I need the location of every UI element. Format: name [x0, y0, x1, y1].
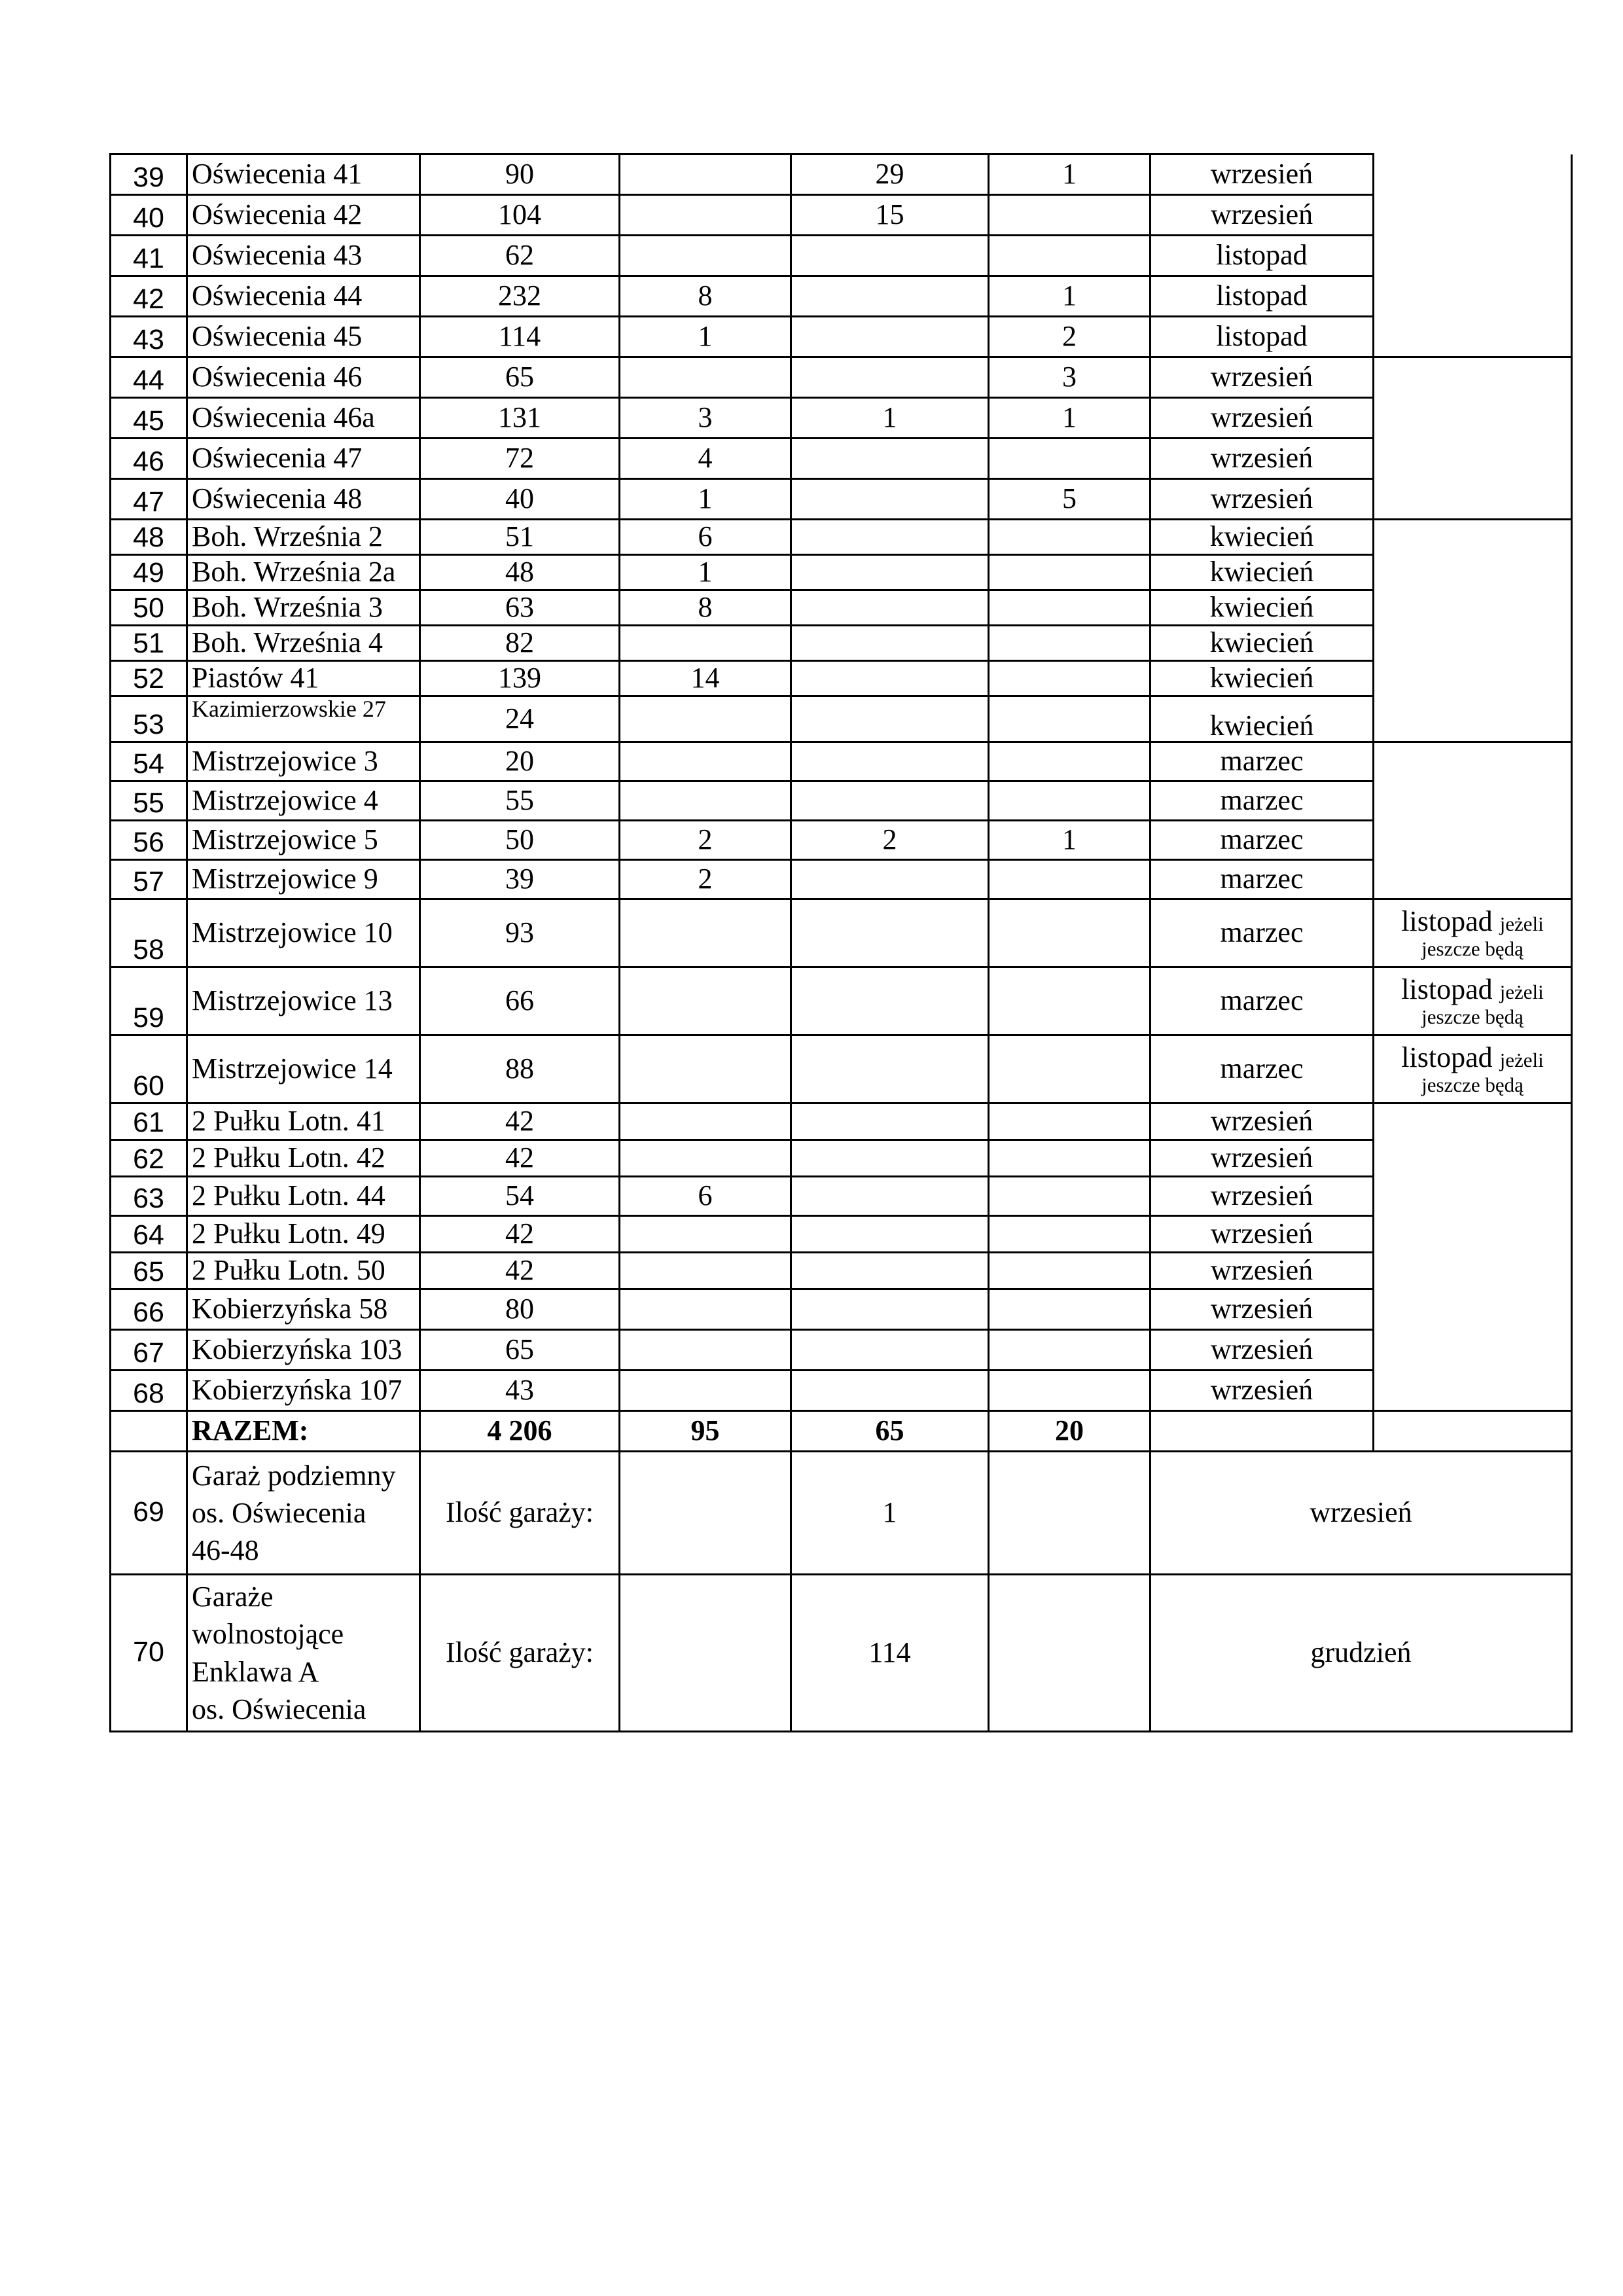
month-cell: wrzesień	[1150, 1216, 1374, 1253]
value-d: 1	[989, 276, 1150, 317]
value-b	[620, 967, 791, 1035]
value-b	[620, 899, 791, 967]
value-a: 88	[420, 1035, 620, 1103]
building-name: Mistrzejowice 10	[187, 899, 420, 967]
value-c	[791, 967, 989, 1035]
value-d	[989, 1330, 1150, 1371]
empty-group-cell	[1374, 154, 1572, 357]
month-cell: listopad	[1150, 236, 1374, 276]
building-name: Oświecenia 44	[187, 276, 420, 317]
value-d	[989, 590, 1150, 626]
building-name: Oświecenia 42	[187, 195, 420, 236]
table-row	[111, 1035, 1572, 1103]
value-a: 48	[420, 555, 620, 590]
building-name: Boh. Września 2a	[187, 555, 420, 590]
row-number: 64	[111, 1216, 187, 1253]
value-a: 80	[420, 1289, 620, 1330]
month-cell: kwiecień	[1150, 626, 1374, 661]
table-row	[111, 590, 1572, 626]
table-row	[111, 555, 1572, 590]
value-b	[620, 1035, 791, 1103]
month-cell: wrzesień	[1150, 439, 1374, 479]
row-number: 50	[111, 590, 187, 626]
value-d	[989, 626, 1150, 661]
note-main: listopad	[1401, 905, 1493, 938]
month-cell: marzec	[1150, 821, 1374, 860]
value-d	[989, 967, 1150, 1035]
value-a: 20	[420, 742, 620, 781]
month-cell: wrzesień	[1150, 195, 1374, 236]
month-cell: kwiecień	[1150, 555, 1374, 590]
note-cell	[1374, 899, 1572, 967]
value-b	[620, 154, 791, 195]
total-blank	[111, 1411, 187, 1452]
table-row	[111, 479, 1572, 520]
value-a: 93	[420, 899, 620, 967]
value-c	[791, 899, 989, 967]
value-b: 14	[620, 661, 791, 696]
building-name: Kobierzyńska 58	[187, 1289, 420, 1330]
value-d	[989, 742, 1150, 781]
value-c	[791, 696, 989, 742]
month-cell: listopad	[1150, 317, 1374, 357]
building-name: Piastów 41	[187, 661, 420, 696]
row-number: 43	[111, 317, 187, 357]
value-d	[989, 1103, 1150, 1140]
month-cell: wrzesień	[1150, 1371, 1374, 1411]
row-number: 61	[111, 1103, 187, 1140]
month-cell: wrzesień	[1150, 154, 1374, 195]
value-d: 5	[989, 479, 1150, 520]
total-row	[111, 1411, 1572, 1452]
month-cell: wrzesień	[1150, 1177, 1374, 1216]
value-b: 4	[620, 439, 791, 479]
value-c	[791, 1330, 989, 1371]
table-row	[111, 398, 1572, 439]
value-a: 62	[420, 236, 620, 276]
value-b	[620, 626, 791, 661]
value-c	[791, 236, 989, 276]
month-cell: kwiecień	[1150, 590, 1374, 626]
garage-month: wrzesień	[1150, 1452, 1572, 1575]
note-main: listopad	[1401, 973, 1493, 1006]
month-cell: wrzesień	[1150, 1330, 1374, 1371]
value-d	[989, 781, 1150, 821]
value-c	[791, 742, 989, 781]
row-number: 62	[111, 1140, 187, 1177]
row-number: 52	[111, 661, 187, 696]
value-d	[989, 696, 1150, 742]
table-row	[111, 661, 1572, 696]
building-name: Kobierzyńska 103	[187, 1330, 420, 1371]
value-c: 2	[791, 821, 989, 860]
garage-name-line: wolnostojące	[192, 1618, 344, 1651]
empty-group-cell	[1374, 742, 1572, 899]
value-d	[989, 520, 1150, 555]
table-row	[111, 781, 1572, 821]
value-b	[620, 236, 791, 276]
building-name: Mistrzejowice 5	[187, 821, 420, 860]
value-a: 40	[420, 479, 620, 520]
month-cell: marzec	[1150, 1035, 1374, 1103]
value-a: 90	[420, 154, 620, 195]
value-c	[791, 276, 989, 317]
value-c: 15	[791, 195, 989, 236]
row-number: 69	[111, 1452, 187, 1575]
value-c: 29	[791, 154, 989, 195]
building-name: Boh. Września 4	[187, 626, 420, 661]
table-row	[111, 626, 1572, 661]
table-row	[111, 860, 1572, 899]
value-b	[620, 1103, 791, 1140]
note-main: listopad	[1401, 1041, 1493, 1074]
month-cell: kwiecień	[1150, 696, 1374, 742]
building-name: Mistrzejowice 3	[187, 742, 420, 781]
value-c	[791, 1140, 989, 1177]
month-cell: kwiecień	[1150, 520, 1374, 555]
value-a: 66	[420, 967, 620, 1035]
month-cell: wrzesień	[1150, 1103, 1374, 1140]
empty-group-cell	[1374, 520, 1572, 742]
month-cell: marzec	[1150, 967, 1374, 1035]
month-cell: wrzesień	[1150, 1140, 1374, 1177]
note-continuation: jeszcze będą	[1421, 937, 1524, 960]
value-d	[989, 439, 1150, 479]
value-b	[620, 357, 791, 398]
garage-name-line: Enklawa A	[192, 1655, 319, 1688]
value-b: 2	[620, 821, 791, 860]
value-d: 2	[989, 317, 1150, 357]
value-c	[791, 520, 989, 555]
building-name: 2 Pułku Lotn. 44	[187, 1177, 420, 1216]
value-c	[791, 1216, 989, 1253]
table-row	[111, 1289, 1572, 1330]
table-row	[111, 1140, 1572, 1177]
value-a: 65	[420, 357, 620, 398]
garage-count: 114	[791, 1575, 989, 1732]
month-cell: wrzesień	[1150, 357, 1374, 398]
garage-name-line: os. Oświecenia	[192, 1693, 366, 1725]
value-a: 50	[420, 821, 620, 860]
table-row	[111, 967, 1572, 1035]
value-a: 42	[420, 1216, 620, 1253]
row-number: 39	[111, 154, 187, 195]
table-row	[111, 1103, 1572, 1140]
table-row	[111, 439, 1572, 479]
value-b	[620, 696, 791, 742]
value-d	[989, 1177, 1150, 1216]
garage-name	[187, 1575, 420, 1732]
total-c: 65	[791, 1411, 989, 1452]
month-cell: wrzesień	[1150, 398, 1374, 439]
value-d	[989, 1371, 1150, 1411]
row-number: 57	[111, 860, 187, 899]
value-b	[620, 1330, 791, 1371]
empty-cell	[989, 1452, 1150, 1575]
garage-count-label: Ilość garaży:	[420, 1452, 620, 1575]
empty-group-cell	[1374, 357, 1572, 520]
row-number: 59	[111, 967, 187, 1035]
value-c	[791, 661, 989, 696]
building-name: Oświecenia 46	[187, 357, 420, 398]
table-body	[111, 154, 1572, 1732]
row-number: 49	[111, 555, 187, 590]
value-d	[989, 661, 1150, 696]
value-d	[989, 1140, 1150, 1177]
document-page	[109, 153, 1573, 1732]
table-row	[111, 742, 1572, 781]
value-b: 8	[620, 590, 791, 626]
row-number: 51	[111, 626, 187, 661]
row-number: 55	[111, 781, 187, 821]
table-row	[111, 154, 1572, 195]
row-number: 46	[111, 439, 187, 479]
garage-month: grudzień	[1150, 1575, 1572, 1732]
empty-cell	[620, 1452, 791, 1575]
value-c	[791, 781, 989, 821]
value-b	[620, 1216, 791, 1253]
month-cell: marzec	[1150, 899, 1374, 967]
value-d	[989, 1253, 1150, 1289]
building-name: Oświecenia 47	[187, 439, 420, 479]
month-cell: listopad	[1150, 276, 1374, 317]
month-cell: marzec	[1150, 781, 1374, 821]
value-c	[791, 555, 989, 590]
value-b	[620, 1253, 791, 1289]
building-name: Boh. Września 3	[187, 590, 420, 626]
total-blank	[1150, 1411, 1374, 1452]
table-row	[111, 1216, 1572, 1253]
row-number: 60	[111, 1035, 187, 1103]
value-a: 54	[420, 1177, 620, 1216]
total-a: 4 206	[420, 1411, 620, 1452]
value-c	[791, 479, 989, 520]
value-a: 51	[420, 520, 620, 555]
value-c: 1	[791, 398, 989, 439]
row-number: 53	[111, 696, 187, 742]
value-c	[791, 590, 989, 626]
row-number: 45	[111, 398, 187, 439]
table-row	[111, 276, 1572, 317]
building-name: Oświecenia 41	[187, 154, 420, 195]
garage-row	[111, 1452, 1572, 1575]
value-a: 139	[420, 661, 620, 696]
value-b: 1	[620, 555, 791, 590]
empty-cell	[989, 1575, 1150, 1732]
value-b: 3	[620, 398, 791, 439]
building-name: Boh. Września 2	[187, 520, 420, 555]
value-a: 24	[420, 696, 620, 742]
building-name: Mistrzejowice 9	[187, 860, 420, 899]
building-name: 2 Pułku Lotn. 42	[187, 1140, 420, 1177]
building-name: Mistrzejowice 13	[187, 967, 420, 1035]
note-cell	[1374, 967, 1572, 1035]
value-d: 3	[989, 357, 1150, 398]
value-a: 131	[420, 398, 620, 439]
value-b: 6	[620, 1177, 791, 1216]
building-name: Mistrzejowice 14	[187, 1035, 420, 1103]
value-d: 1	[989, 821, 1150, 860]
row-number: 54	[111, 742, 187, 781]
row-number: 47	[111, 479, 187, 520]
note-continuation: jeszcze będą	[1421, 1073, 1524, 1096]
value-c	[791, 1103, 989, 1140]
total-label: RAZEM:	[187, 1411, 420, 1452]
row-number: 42	[111, 276, 187, 317]
table-row	[111, 821, 1572, 860]
value-d	[989, 555, 1150, 590]
value-b	[620, 1371, 791, 1411]
value-b	[620, 742, 791, 781]
value-c	[791, 1371, 989, 1411]
month-cell: kwiecień	[1150, 661, 1374, 696]
note-continuation: jeszcze będą	[1421, 1005, 1524, 1028]
month-cell: marzec	[1150, 860, 1374, 899]
value-a: 65	[420, 1330, 620, 1371]
value-b	[620, 1140, 791, 1177]
value-c	[791, 1289, 989, 1330]
table-row	[111, 1253, 1572, 1289]
value-a: 42	[420, 1253, 620, 1289]
value-a: 104	[420, 195, 620, 236]
garage-name	[187, 1452, 420, 1575]
building-name: 2 Pułku Lotn. 49	[187, 1216, 420, 1253]
row-number: 70	[111, 1575, 187, 1732]
garage-name-line: 46-48	[192, 1534, 259, 1567]
building-name: Kobierzyńska 107	[187, 1371, 420, 1411]
value-a: 63	[420, 590, 620, 626]
table-row	[111, 520, 1572, 555]
value-a: 82	[420, 626, 620, 661]
month-cell: marzec	[1150, 742, 1374, 781]
empty-cell	[620, 1575, 791, 1732]
value-c	[791, 439, 989, 479]
building-name: Oświecenia 43	[187, 236, 420, 276]
garage-count: 1	[791, 1452, 989, 1575]
month-cell: wrzesień	[1150, 1289, 1374, 1330]
table-row	[111, 1371, 1572, 1411]
row-number: 67	[111, 1330, 187, 1371]
value-b: 6	[620, 520, 791, 555]
table-row	[111, 1177, 1572, 1216]
garage-count-label: Ilość garaży:	[420, 1575, 620, 1732]
value-d	[989, 1216, 1150, 1253]
building-name: Kazimierzowskie 27	[187, 696, 420, 742]
row-number: 66	[111, 1289, 187, 1330]
total-blank	[1374, 1411, 1572, 1452]
value-a: 43	[420, 1371, 620, 1411]
value-a: 39	[420, 860, 620, 899]
table-row	[111, 357, 1572, 398]
value-b	[620, 781, 791, 821]
row-number: 63	[111, 1177, 187, 1216]
table-row	[111, 696, 1572, 742]
note-cell	[1374, 1035, 1572, 1103]
row-number: 56	[111, 821, 187, 860]
value-a: 114	[420, 317, 620, 357]
garage-name-line: Garaże	[192, 1581, 274, 1613]
building-name: Oświecenia 45	[187, 317, 420, 357]
value-b: 1	[620, 317, 791, 357]
garage-name-line: os. Oświecenia	[192, 1496, 366, 1529]
value-c	[791, 626, 989, 661]
month-cell: wrzesień	[1150, 479, 1374, 520]
value-d	[989, 1289, 1150, 1330]
value-c	[791, 1035, 989, 1103]
value-d: 1	[989, 398, 1150, 439]
row-number: 41	[111, 236, 187, 276]
value-d: 1	[989, 154, 1150, 195]
table-row	[111, 1330, 1572, 1371]
value-a: 42	[420, 1140, 620, 1177]
value-c	[791, 1253, 989, 1289]
garage-row	[111, 1575, 1572, 1732]
value-b: 2	[620, 860, 791, 899]
building-name: Oświecenia 46a	[187, 398, 420, 439]
table-row	[111, 236, 1572, 276]
value-d	[989, 195, 1150, 236]
building-name: Mistrzejowice 4	[187, 781, 420, 821]
value-c	[791, 860, 989, 899]
value-a: 42	[420, 1103, 620, 1140]
note-condition: jeżeli	[1499, 1049, 1544, 1072]
value-a: 232	[420, 276, 620, 317]
row-number: 58	[111, 899, 187, 967]
note-condition: jeżeli	[1499, 980, 1544, 1004]
value-d	[989, 236, 1150, 276]
value-b: 1	[620, 479, 791, 520]
value-b: 8	[620, 276, 791, 317]
table-row	[111, 899, 1572, 967]
total-d: 20	[989, 1411, 1150, 1452]
value-d	[989, 899, 1150, 967]
value-d	[989, 1035, 1150, 1103]
empty-group-cell	[1374, 1103, 1572, 1411]
total-b: 95	[620, 1411, 791, 1452]
row-number: 48	[111, 520, 187, 555]
value-c	[791, 357, 989, 398]
value-a: 55	[420, 781, 620, 821]
row-number: 40	[111, 195, 187, 236]
building-name: 2 Pułku Lotn. 41	[187, 1103, 420, 1140]
value-c	[791, 317, 989, 357]
building-name: Oświecenia 48	[187, 479, 420, 520]
row-number: 44	[111, 357, 187, 398]
table-row	[111, 195, 1572, 236]
value-b	[620, 195, 791, 236]
row-number: 68	[111, 1371, 187, 1411]
garage-name-line: Garaż podziemny	[192, 1459, 396, 1492]
building-name: 2 Pułku Lotn. 50	[187, 1253, 420, 1289]
value-c	[791, 1177, 989, 1216]
table-row	[111, 317, 1572, 357]
value-a: 72	[420, 439, 620, 479]
buildings-table	[109, 153, 1573, 1732]
value-d	[989, 860, 1150, 899]
month-cell: wrzesień	[1150, 1253, 1374, 1289]
row-number: 65	[111, 1253, 187, 1289]
value-b	[620, 1289, 791, 1330]
note-condition: jeżeli	[1499, 912, 1544, 936]
